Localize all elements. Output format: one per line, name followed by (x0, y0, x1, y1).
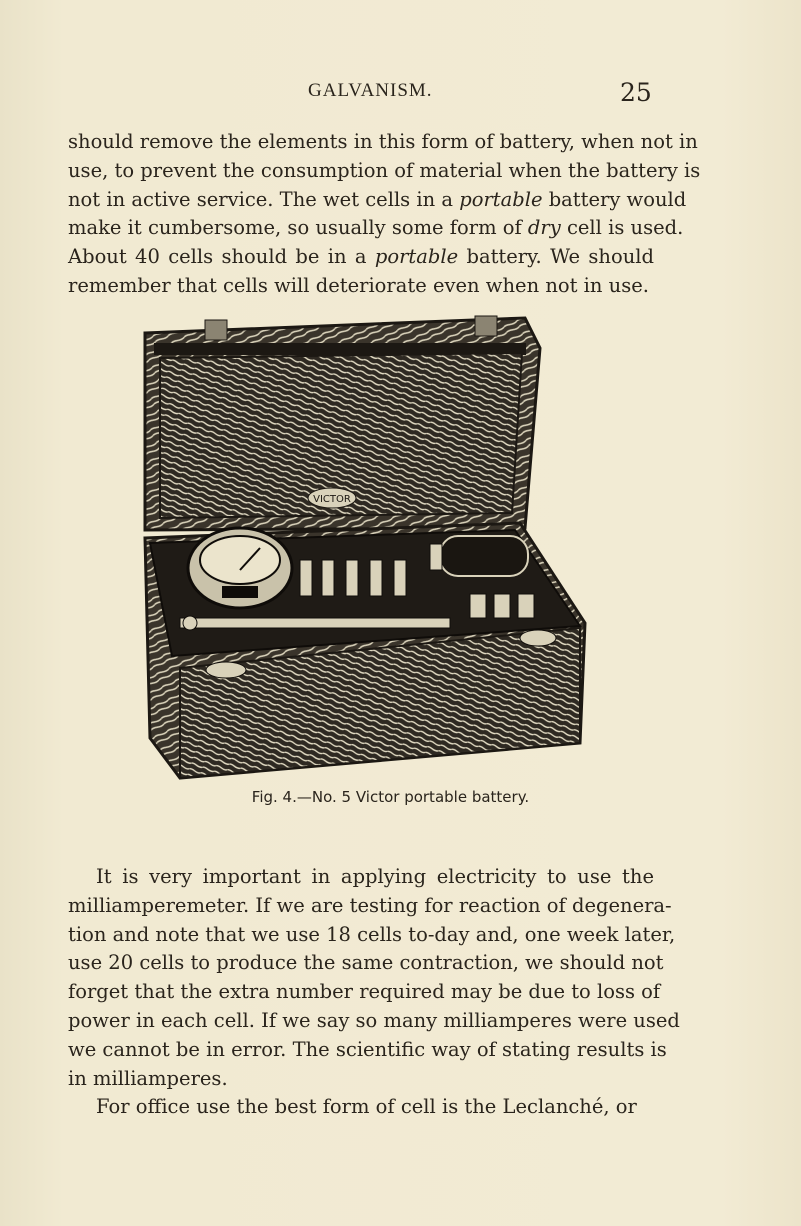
paragraph-1 (68, 128, 701, 301)
text-line: use, to prevent the consumption of material when the battery is (68, 158, 701, 182)
italic-portable: portable (374, 245, 459, 269)
text-line: make it cumbersome, so usually some form of dry cell is used. (68, 216, 684, 240)
text-line: use 20 cells to produce the same contraction, we should not (68, 951, 664, 975)
text-line: milliamperemeter. If we are testing for reaction of degenera- (68, 893, 672, 917)
paragraph-2 (68, 863, 680, 1122)
text-line: we cannot be in error. The scientific way of stating results is (68, 1037, 667, 1061)
italic-dry: dry (527, 216, 561, 240)
victor-battery-illustration (140, 308, 590, 788)
lid-hinge-left (205, 320, 227, 340)
lid (145, 316, 540, 530)
figure-caption: Fig. 4.—No. 5 Victor portable battery. (251, 788, 530, 806)
italic-portable: portable (459, 187, 543, 211)
text-line: forget that the extra number required may be due to loss of (68, 980, 661, 1004)
text-line: should remove the elements in this form of battery, when not in (68, 130, 698, 153)
milliamperemeter (188, 528, 292, 608)
text-line: in milliamperes. (68, 1066, 228, 1090)
text-line: remember that cells will deteriorate even when not in use. (68, 273, 649, 297)
page-header (0, 78, 801, 108)
text-line: tion and note that we use 18 cells to-day and, one week later, (68, 922, 676, 946)
text-line: power in each cell. If we say so many milliamperes were used (68, 1008, 680, 1032)
lid-hinge-right (475, 316, 497, 336)
running-head: GALVANISM. (308, 80, 433, 101)
induction-coil (430, 536, 528, 576)
text-line: It is very important in applying electricity to use the (96, 865, 654, 888)
text-line: About 40 cells should be in a portable battery. We should (68, 245, 654, 269)
svg-text:VICTOR: VICTOR (313, 494, 351, 505)
text-line: not in active service. The wet cells in a portable battery would (68, 187, 687, 211)
text-line: For office use the best form of cell is the Leclanché, or (96, 1095, 637, 1119)
cell-selector-rail (180, 616, 450, 630)
page-number: 25 (620, 78, 652, 107)
